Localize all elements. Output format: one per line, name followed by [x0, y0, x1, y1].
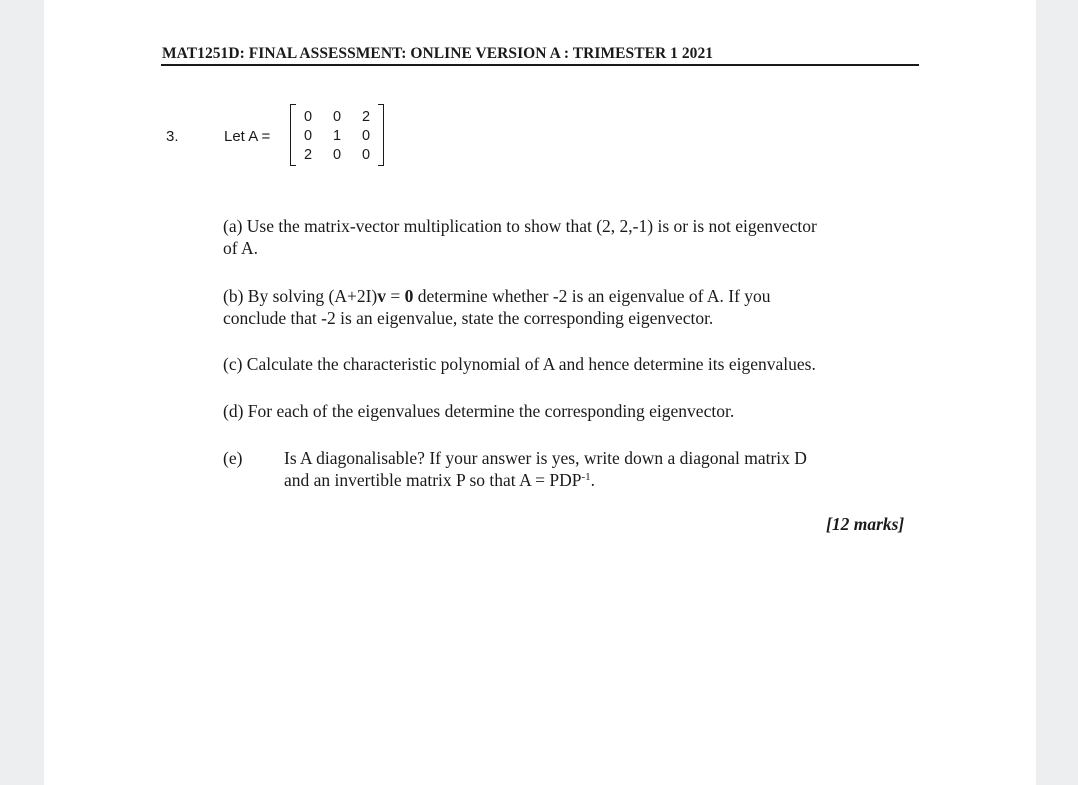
part-a-line-2: of A.: [223, 238, 258, 258]
part-b-line-2: conclude that -2 is an eigenvalue, state the corresponding eigenvector.: [223, 308, 714, 328]
matrix-definition-label: Let A =: [224, 128, 271, 145]
matrix-cell: 0: [332, 147, 342, 163]
part-d: (d) For each of the eigenvalues determine the corresponding eigenvector.: [223, 401, 735, 421]
matrix-cell: 0: [361, 147, 371, 163]
zero-vector: 0: [404, 286, 414, 306]
matrix-a: [290, 104, 384, 166]
part-b-text-post: determine whether -2 is an eigenvalue of A. If you: [413, 286, 771, 306]
header-divider: [161, 64, 919, 66]
marks-total: [12 marks]: [826, 514, 905, 534]
part-b-line-1: [223, 285, 923, 307]
matrix-cell: 0: [361, 128, 371, 144]
part-b: [223, 285, 923, 329]
matrix-cell: 1: [332, 128, 342, 144]
part-e-text-pre: and an invertible matrix P so that A = PDP: [284, 470, 582, 490]
matrix-cell: 0: [332, 109, 342, 125]
part-c: (c) Calculate the characteristic polynomial of A and hence determine its eigenvalues.: [223, 354, 816, 374]
part-a-line-1: (a) Use the matrix-vector multiplication to show that (2, 2,-1) is or is not eigenvector: [223, 216, 817, 236]
matrix-right-bracket: [378, 104, 384, 166]
part-e-text-post: .: [590, 470, 596, 490]
matrix-cell: 2: [303, 147, 313, 163]
part-e-line-2: [284, 469, 924, 491]
matrix-cell: 0: [303, 128, 313, 144]
inverse-superscript: -1: [581, 471, 591, 483]
document-page: [44, 0, 1036, 785]
part-e-label: (e): [223, 448, 243, 468]
exam-header-title: MAT1251D: FINAL ASSESSMENT: ONLINE VERSION A : TRIMESTER 1 2021: [162, 45, 714, 62]
equals-sign: =: [385, 286, 405, 306]
matrix-left-bracket: [290, 104, 296, 166]
matrix-cell: 2: [361, 109, 371, 125]
question-number: 3.: [166, 128, 179, 145]
part-b-text-pre: (b) By solving (A+2I): [223, 286, 378, 306]
part-e: [284, 447, 924, 491]
vector-v: v: [377, 286, 386, 306]
matrix-cell: 0: [303, 109, 313, 125]
part-a: [223, 215, 923, 259]
part-e-line-1: Is A diagonalisable? If your answer is yes, write down a diagonal matrix D: [284, 448, 807, 468]
